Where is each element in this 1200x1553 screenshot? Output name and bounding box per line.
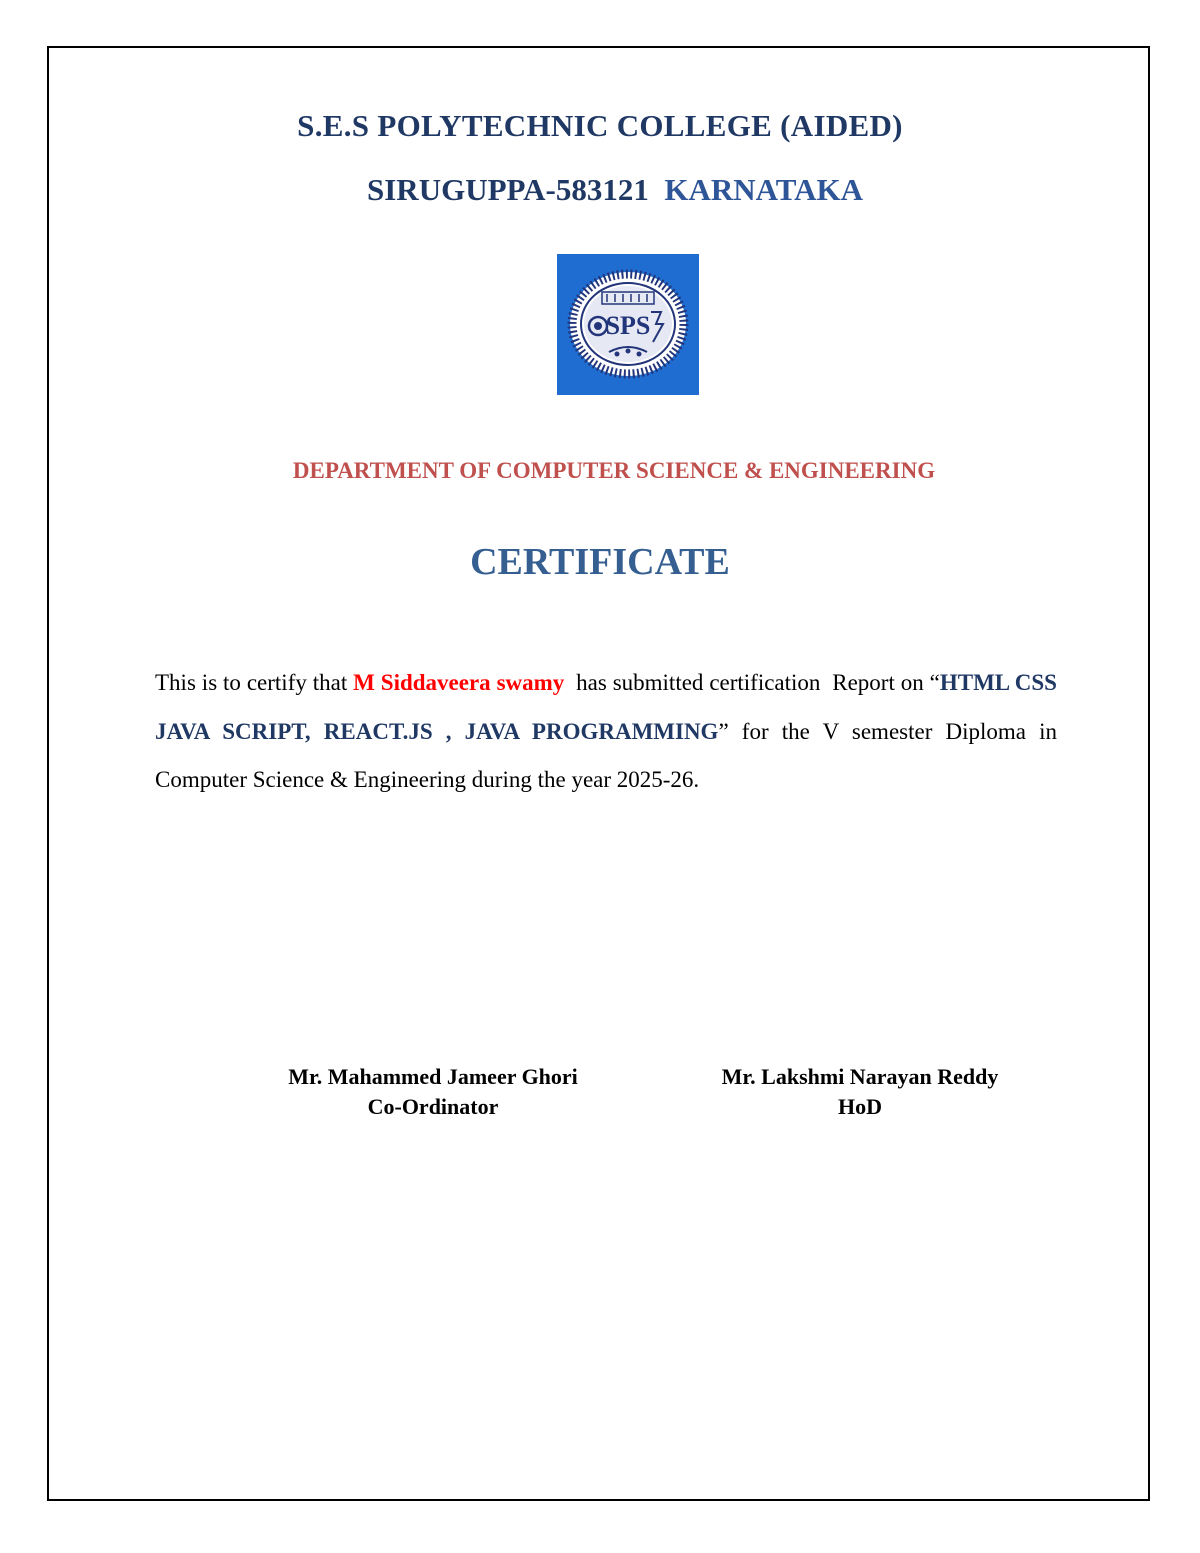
address-state: KARNATAKA	[664, 172, 863, 207]
signatory-role: HoD	[838, 1094, 882, 1119]
course-title: HTML CSS JAVA SCRIPT, REACT.JS , JAVA PROGRAMMING	[155, 670, 1057, 744]
statement-end: ” for the V semester Diploma in Computer Science & Engineering during the year 2025-26.	[155, 718, 1058, 792]
college-address	[0, 172, 1200, 208]
certificate-title: CERTIFICATE	[470, 541, 730, 583]
certificate-statement	[155, 659, 1057, 805]
statement-intro: This is to certify that	[155, 670, 354, 695]
department-heading: DEPARTMENT OF COMPUTER SCIENCE & ENGINEERING	[292, 458, 936, 483]
college-seal-icon	[557, 254, 699, 395]
address-city: SIRUGUPPA-583121	[367, 172, 649, 207]
college-name: S.E.S POLYTECHNIC COLLEGE (AIDED)	[297, 108, 903, 143]
college-logo	[557, 254, 699, 395]
signatory-coordinator	[233, 1062, 633, 1122]
svg-text:SPS: SPS	[605, 311, 651, 340]
statement-middle: has submitted certification Report on “	[564, 670, 940, 695]
signatory-role: Co-Ordinator	[367, 1094, 499, 1119]
signatory-hod	[660, 1062, 1060, 1122]
student-name: M Siddaveera swamy	[353, 670, 565, 695]
signatory-name: Mr. Mahammed Jameer Ghori	[288, 1064, 578, 1089]
signatory-name: Mr. Lakshmi Narayan Reddy	[721, 1064, 999, 1089]
